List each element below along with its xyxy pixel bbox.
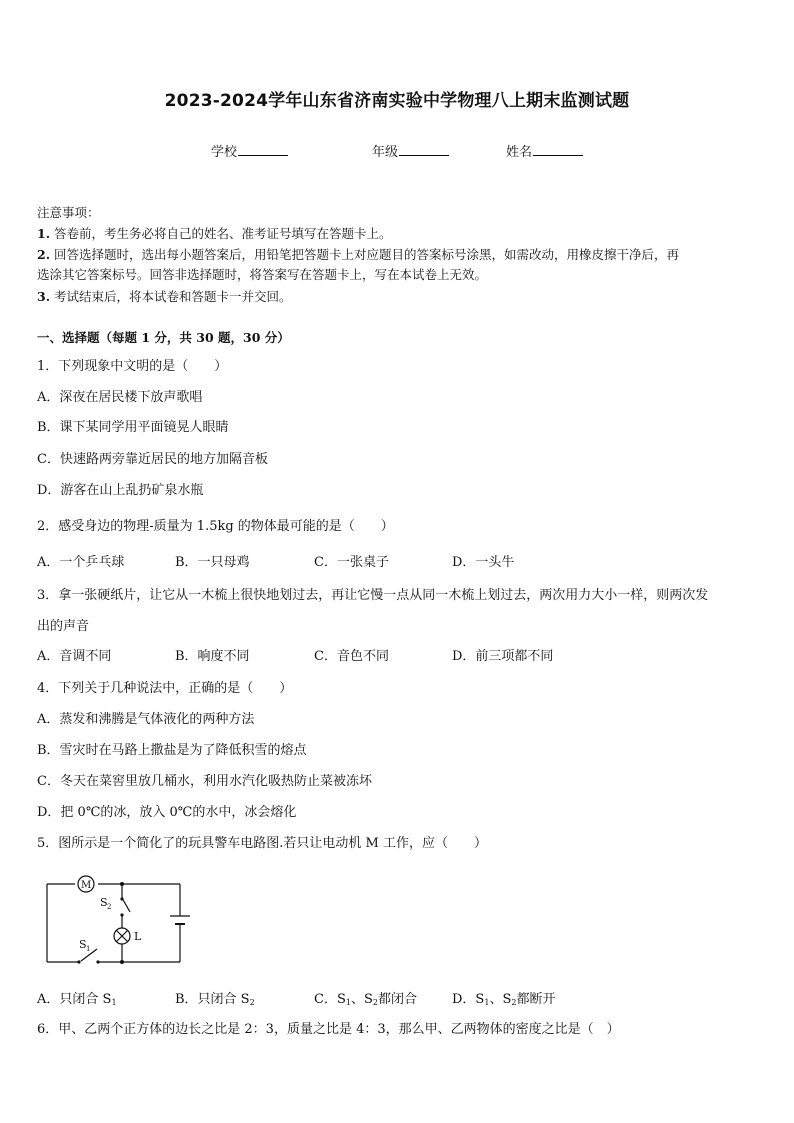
q3-option-d: D．前三项都不同: [452, 649, 554, 664]
student-info-row: [0, 141, 794, 159]
switch1-label: S: [79, 938, 87, 951]
switch1-pivot: [77, 960, 80, 963]
grade-label: 年级: [372, 145, 399, 160]
motor-label: M: [81, 880, 92, 891]
q3-option-a: A．音调不同: [37, 649, 112, 664]
q2-option-c: C．一张桌子: [314, 555, 389, 570]
note-item-3: 3. 考试结束后，将本试卷和答题卡一并交回。: [37, 289, 292, 304]
switch2-label: S: [100, 896, 108, 909]
q3-options: [37, 645, 757, 663]
q4-stem: 4．下列关于几种说法中，正确的是（ ）: [37, 681, 293, 696]
notes-heading: 注意事项：: [37, 205, 100, 220]
q2-option-b: B．一只母鸡: [175, 555, 250, 570]
q1-option-c: C．快速路两旁靠近居民的地方加隔音板: [37, 452, 268, 467]
q5-option-d: D．$S_1$、$S_2$都断开: [452, 992, 556, 1007]
q3-option-b: B．响度不同: [175, 649, 250, 664]
note-item-2-cont: 选涂其它答案标号。回答非选择题时，将答案写在答题卡上，写在本试卷上无效。: [37, 267, 488, 282]
switch2-contact: [120, 913, 123, 916]
q5-option-a: A．只闭合 $S_1$: [37, 992, 117, 1007]
school-label: 学校: [211, 145, 238, 160]
q3-stem-cont: 出的声音: [37, 619, 90, 634]
switch2-pivot: [120, 897, 123, 900]
note-item-1: 1. 答卷前，考生务必将自己的姓名、准考证号填写在答题卡上。: [37, 226, 392, 241]
q4-option-a: A．蒸发和沸腾是气体液化的两种方法: [37, 712, 255, 727]
note-item-2: 2. 回答选择题时，选出每小题答案后，用铅笔把答题卡上对应题目的答案标号涂黑，如需改动，用橡皮擦干净后，再: [37, 247, 680, 262]
q2-option-d: D．一头牛: [452, 555, 515, 570]
q4-option-d: D．把 0℃的冰，放入 0℃的水中，冰会熔化: [37, 805, 297, 820]
section-heading: 一、选择题（每题 1 分，共 30 题，30 分）: [37, 330, 290, 345]
junction-top: [120, 882, 124, 886]
grade-blank: [399, 142, 449, 156]
q1-option-d: D．游客在山上乱扔矿泉水瓶: [37, 483, 204, 498]
school-field: [211, 141, 288, 160]
school-blank: [238, 142, 288, 156]
junction-bottom: [120, 960, 124, 964]
q4-option-c: C．冬天在菜窖里放几桶水，利用水汽化吸热防止菜被冻坏: [37, 774, 372, 789]
switch1-sub: 1: [86, 945, 91, 953]
q1-option-b: B．课下某同学用平面镜晃人眼睛: [37, 420, 229, 435]
name-field: [506, 141, 583, 160]
switch2-blade: [122, 898, 130, 912]
q5-stem: 5．图所示是一个简化了的玩具警车电路图.若只让电动机 M 工作，应（ ）: [37, 836, 487, 851]
q5-option-c: C．$S_1$、$S_2$都闭合: [314, 992, 417, 1007]
q5-options: [37, 988, 757, 1006]
q1-option-a: A．深夜在居民楼下放声歌唱: [37, 390, 203, 405]
q3-option-c: C．音色不同: [314, 649, 389, 664]
q2-stem: 2．感受身边的物理-质量为 1.5kg 的物体最可能的是（ ）: [37, 519, 394, 534]
grade-field: [372, 141, 449, 160]
switch2-sub: 2: [107, 903, 112, 911]
q2-option-a: A．一个乒乓球: [37, 555, 125, 570]
q5-option-b: B．只闭合 $S_2$: [175, 992, 255, 1007]
page-title: 2023-2024学年山东省济南实验中学物理八上期末监测试题: [164, 91, 630, 111]
q4-option-b: B．雪灾时在马路上撒盐是为了降低积雪的熔点: [37, 743, 307, 758]
q1-stem: 1．下列现象中文明的是（ ）: [37, 359, 228, 374]
name-label: 姓名: [506, 145, 533, 160]
q2-options: [37, 551, 757, 569]
name-blank: [533, 142, 583, 156]
circuit-diagram: [40, 868, 200, 968]
lamp-label: L: [134, 930, 142, 943]
q6-stem: 6．甲、乙两个正方体的边长之比是 2：3，质量之比是 4：3，那么甲、乙两物体的密度之比是（ ）: [37, 1022, 620, 1037]
switch1-contact: [96, 960, 99, 963]
q3-stem: 3．拿一张硬纸片，让它从一木梳上很快地划过去，再让它慢一点从同一木梳上划过去，两次用力大小一样，则两次发: [37, 588, 709, 603]
